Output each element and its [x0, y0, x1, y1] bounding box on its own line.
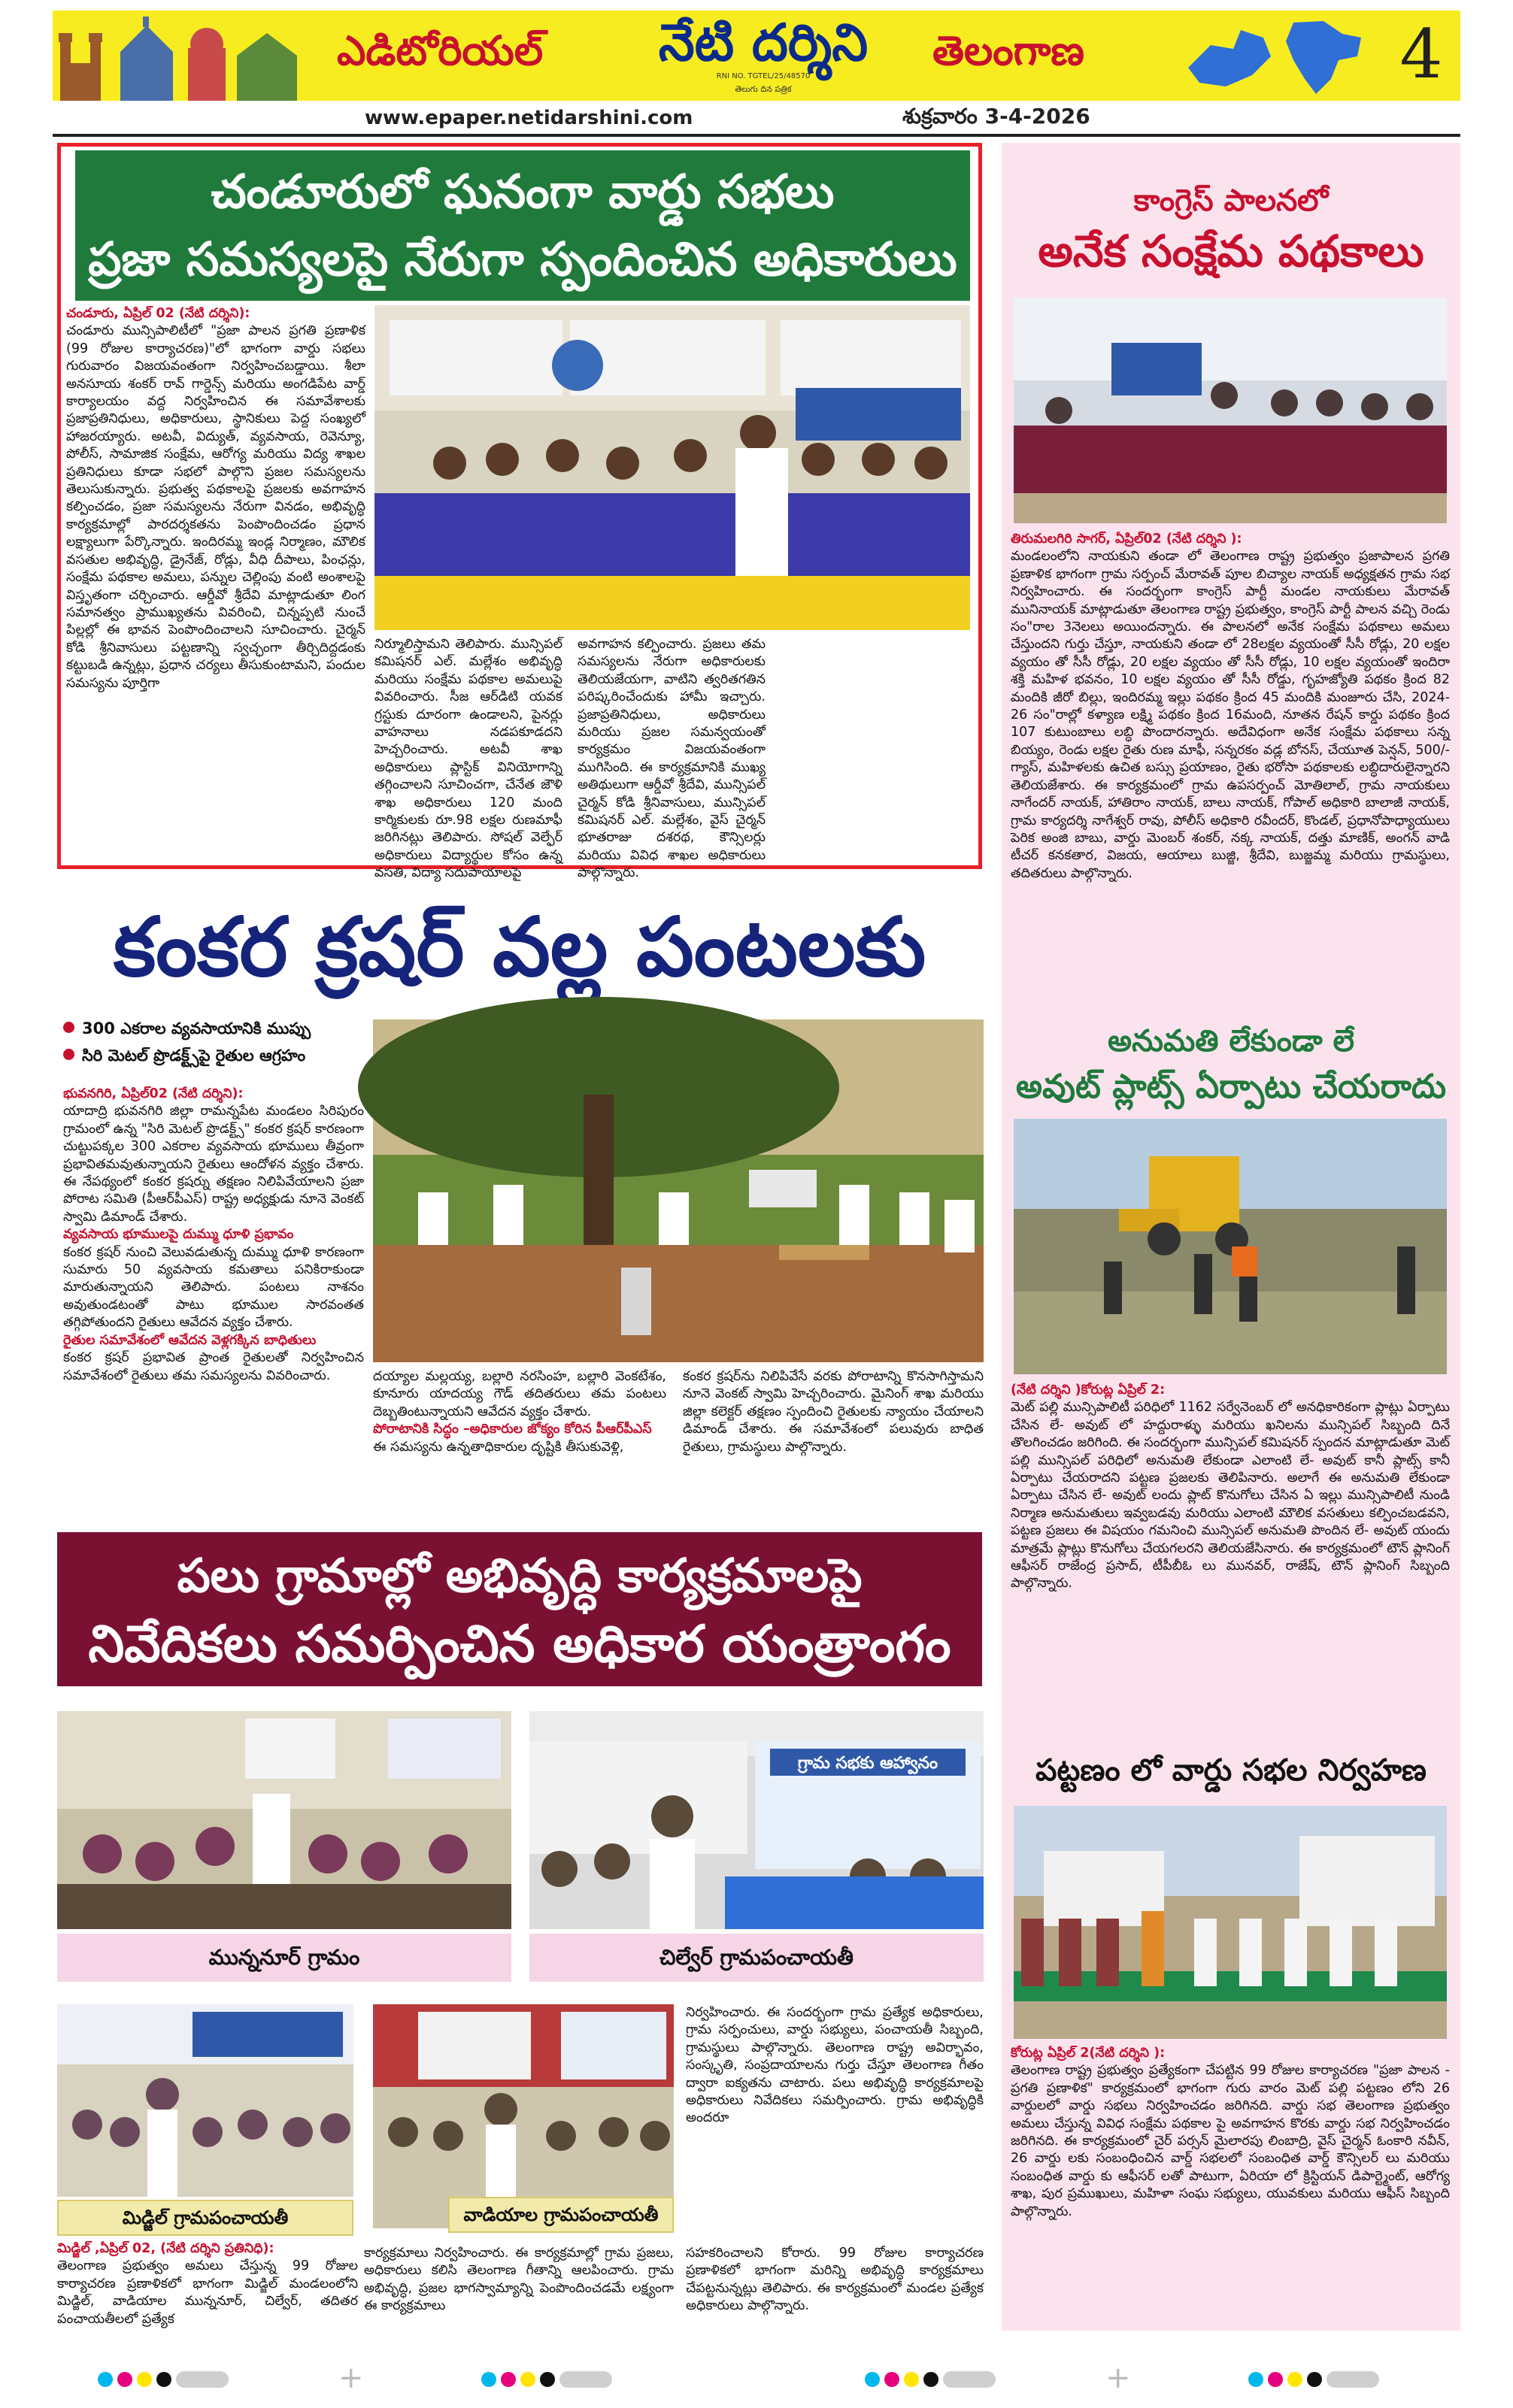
india-map-icon	[1181, 15, 1376, 98]
crop-mark-1: +	[338, 2361, 364, 2395]
story-d-body-column	[1011, 531, 1450, 1000]
story-e-body: మెట్ పల్లి మున్సిపాలిటీ ప‌రిధిలో 1162 సర్వేనెంబర్ లో అనధికారికంగా ప్లాట్లు ఏర్పాటు చేసిన లే- అవుట్ లో హద్దురాళ్ళు మరియు ఖనిలను మున్సిపల్ సిబ్బంది దినే తొలగించడం జరిగింది. ఈ సందర్భంగా మున్సిపల్ కమిషనర్ స్పందన మాట్లాడుతూ మెట్ పల్లి మున్సిపల్ పరిధిలో అనుమతి లేకుండా ఎలాంటి లే- అవుట్ కానీ ప్లాట్స్ కానీ ఏర్పాటు చేయరాదని పట్టణ ప్రజలకు తెలిపినారు. అలాగే ఈ అనుమతి లేకుండా ఏర్పాటు చేసిన లే- అవుట్ లందు ప్లాట్ కొనుగోలు చేసిన ఏ ఇల్లు మున్సిపాలిటీ నుండి నిర్మాణ అనుమతులు ఇవ్వబడవు మరియు ఎలాంటి మౌలిక వసతులు కల్పించబడవని, పట్టణ ప్రజలు ఈ విషయం గమనించి మున్సిపల్ అనుమతి పొందిన లే- అవుట్ యందు మాత్రమే ప్లాట్లు కొనుగోలు చేయగలరని తెలియజేసినారు. ఈ కార్యక్రమంలో టౌన్ ప్లానింగ్ ఆఫీసర్ రాజేంద్ర ప్రసాద్, టీపీబీఓ లు మునవర్, రాజేష్, టౌన్ ప్లానింగ్ సిబ్బంది పాల్గొన్నారు.	[1011, 1400, 1450, 1592]
story-b-bullet-2: సిరి మెటల్ ప్రొడక్ట్స్‌పై రైతుల ఆగ్రహం	[63, 1046, 305, 1069]
story-b-column-3: కంకర క్రషర్‌ను నిలిపివేసే వరకు పోరాటాన్ని కొనసాగిస్తామని నూనె వెంకట్ స్వామి హెచ్చరించారు. మైనింగ్ శాఖ మరియు జిల్లా కలెక్టర్ తక్షణం స్పందించి రైతులకు న్యాయం చేయాలని డిమాండ్ చేశారు. ఈ సమావేశంలో పలువురు బాధిత రైతులు, గ్రామస్థులు పాల్గొన్నారు.	[683, 1369, 984, 1455]
heritage-skyline-graphic	[53, 11, 301, 101]
story-e-headline[interactable]	[1008, 1019, 1454, 1111]
paper-name: నేటి దర్శిని	[658, 14, 869, 73]
story-d-body: మండలంలోని నాయకుని తండా లో తెలంగాణ రాష్ట్ర ప్రభుత్వం ప్రజాపాలన ప్రగతి ప్రణాళిక భాగంగా గ్రామ సర్పంచ్ మేరావత్ పూల బిచ్యాల నాయక్ అధ్యక్షతన గ్రామ సభ నిర్వహించారు. ఈ సందర్భంగా కాంగ్రెస్ పార్టీ మండల నాయకులు మేరావత్ మునినాయక్ మాట్లాడుతూ తెలంగాణ రాష్ట్ర ప్రభుత్వం, కాంగ్రెస్ పార్టీ పాలన వచ్చి రెండు సం"రాల 3నెలలు అయిందన్నారు. ఈ పాలనలో అనేక సంక్షేమ పథకాలు అమలు చేస్తుందని గుర్తు చేస్తూ, నాయకుని తండా లో 28లక్షల వ్యయంతో సీసీ రోడ్లు, 20 లక్షల వ్యయం తో సీసీ రోడ్లు, 20 లక్షల వ్యయం తో సీసీ రోడ్లు, 10 లక్షల వ్యయంతో ఇందిరా శక్తి మహిళ భవనం, 10 లక్షల వ్యయం తో సీసీ రోడ్డు, గృహజ్యోతి పథకం క్రింద 82 మందికి జీరో బిల్లు, ఇందిరమ్మ ఇల్లు పథకం క్రింద 45 మందికి మంజూరు చేసి, 2024-26 సం"రాల్లో కళ్యాణ లక్ష్మి పథకం క్రింద 16మంది, నూతన రేషన్ కార్డు పథకం క్రింద 107 కుటుంబాలు లబ్ధి పొందారన్నారు. అదేవిధంగా అనేక సంక్షేమ పథకాలు సన్న బియ్యం, రెండు లక్షల రైతు రుణ మాఫీ, సన్నరకం వడ్ల బోనస్, చేయూత పెన్షన్, 500/-గ్యాస్, మహిళలకు ఉచిత బస్సు ప్రయాణం, రైతు భరోసా పథకాలకు లబ్ధిదారులైన్నారని తెలియజేశారు. ఈ కార్యక్రమంలో గ్రామ ఉపసర్పంచ్ మోతిలాల్, గ్రామ నాయకులు నాగేందర్ నాయక్, హాతిరాం నాయక్, బాలు నాయక్, గోపాల్ అధికారి బాలాజీ నాయక్, గ్రామ కార్యదర్శి నాగేశ్వర్ రావు, పోలీస్ అధికారి రవీందర్, కొండల్, ప్రధానోపాధ్యాయులు పెరిక అంజి బాబు, వార్డు మెంబర్ శంకర్, నక్క నాయక్, దత్తు మాణిక్, అంగన్ వాడి టీచర్ కనకతార, విజయ, ఆయాలు బుజ్జి, శ్రీదేవి, బుజ్జమ్మ మరియు గ్రామస్థులు, తదితరులు పాల్గొన్నారు.	[1011, 549, 1450, 881]
header-divider	[53, 134, 1460, 137]
story-c-column-3b: సహకరించాలని కోరారు. 99 రోజుల కార్యాచరణ ప్రణాళికలో భాగంగా మరిన్ని అభివృద్ధి కార్యక్రమాలు చేపట్టనున్నట్లు తెలిపారు. ఈ కార్యక్రమంలో మండల ప్రత్యేక అధికారులు పాల్గొన్నారు.	[686, 2246, 984, 2314]
story-a-dateline: చండూరు, ఏప్రిల్ 02 (నేటి దర్శిని):	[66, 306, 250, 321]
crop-mark-2: +	[1105, 2361, 1131, 2395]
story-f-body: తెలంగాణ రాష్ట్ర ప్రభుత్వం ప్రత్యేకంగా చేపట్టిన 99 రోజుల కార్యాచరణ "ప్రజా పాలన - ప్రగతి ప్రణాళిక" కార్యక్రమంలో భాగంగా గురు వారం మెట్ పల్లి పట్టణం లోని 26 వార్డులలో వార్డు సభలు నిర్వహించడం జరిగినది. వార్డు సభ తెలంగాణ ప్రభుత్వం అమలు చేస్తున్న వివిధ సంక్షేమ పథకాల పై అవగాహన కొరకు వార్డు సభ నిర్వహించడం జరిగినది. ఈ కార్యక్రమంలో చైర్ పర్సన్ మైలారపు లింబాద్రి, వైస్ చైర్మన్ ఓంకారి నవీన్, 26 వార్డు లకు సంబంధించిన వార్డ్ సభలలో సంబంధిత వార్డ్ కౌన్సిలర్ లు మరియు సంబంధిత వార్డు కు ఆఫీసర్ లతో పాటుగా, ఏరియా లో క్రిస్టియన్ డిపార్ట్మెంట్, ఆరోగ్య శాఖ, పుర ప్రముఖులు, మహిళా సంఘ సభ్యులు, యువకులు మరియు ఆఫీస్ సిబ్బంది పాల్గొన్నారు.	[1011, 2063, 1450, 2219]
epaper-url[interactable]: www.epaper.netidarshini.com	[365, 107, 693, 129]
story-d-headline-line1: కాంగ్రెస్ పాలనలో	[1133, 183, 1329, 218]
story-f-photo[interactable]	[1014, 1806, 1447, 2039]
story-d-photo[interactable]	[1014, 298, 1447, 523]
story-d-headline-line2: అనేక సంక్షేమ పథకాలు	[1038, 226, 1424, 277]
story-c-headline-line1: పలు గ్రామాల్లో అభివృద్ధి కార్యక్రమాలపై	[177, 1548, 863, 1603]
story-c-headline[interactable]	[57, 1532, 982, 1686]
story-c-photo-chilver[interactable]	[529, 1711, 984, 1929]
section-label-editorial: ఎడిటోరియల్	[337, 27, 544, 74]
story-b-bullet-1: 300 ఎకరాల వ్యవసాయానికి ముప్పు	[63, 1019, 311, 1042]
story-c-body-1: తెలంగాణ ప్రభుత్వం అమలు చేస్తున్న 99 రోజుల కార్యాచరణ ప్రణాళికలో భాగంగా మిడ్జిల్ మండలంలోని మిడ్జిల్, వాడియాల మున్ననూర్, చిల్వేర్, తదితర పంచాయతీలలో ప్రత్యేక	[57, 2258, 358, 2327]
story-a-column-2: నిర్మూలిస్తామని తెలిపారు. మున్సిపల్ కమిషనర్ ఎల్. మల్లేశం అభివృద్ధి మరియు సంక్షేమ పథకాల అమలుపై వివరించారు. సీజ ఆర్‌డిటి యవక గ్రస్టుకు దూరంగా ఉండాలని, పైనర్లు వాహనాలు నడపకూడదని హెచ్చరించారు. అటవీ శాఖ అధికారులు ప్లాస్టిక్ వినియోగాన్ని తగ్గించాలని సూచించగా, చేనేత జౌళి శాఖ అధికారులు 120 మంది కార్మికులకు రూ.98 లక్షల రుణమాఫీ జరిగినట్లు తెలిపారు. సోషల్ వెల్ఫేర్ అధికారులు విద్యార్థుల కోసం ఉన్న వసతి, విద్యా సదుపాయాలపై	[374, 637, 562, 881]
caption-chilver: చిల్వేర్ గ్రామపంచాయతీ	[529, 1934, 984, 1982]
story-a-body-1: చండూరు మున్సిపాలిటీలో "ప్రజా పాలన ప్రగతి ప్రణాళిక (99 రోజుల కార్యాచరణ)"లో భాగంగా వార్డు సభలు గురువారం విజయవంతంగా నిర్వహించబడ్డాయి. శీలా అనసూయ శంకర్ రావ్ గార్డెన్స్ మరియు అంగడిపేట వార్డ్ కార్యాలయం వద్ద నిర్వహించిన ఈ సమావేశాలకు ప్రజాప్రతినిధులు, అధికారులు, స్థానికులు పెద్ద సంఖ్యలో హాజరయ్యారు. అటవీ, విద్యుత్, వ్యవసాయ, రెవెన్యూ, పోలీస్, సామాజిక సంక్షేమ, ఆరోగ్య మరియు విద్య శాఖల ప్రతినిధులు కూడా సభలో పాల్గొని ప్రజల సమస్యలను తెలుసుకున్నారు. ప్రభుత్వ పథకాలపై ప్రజలకు అవగాహన కల్పించడం, ప్రజా సమస్యలను నేరుగా వినడం, అభివృద్ధి కార్యక్రమాల్లో పారదర్శకతను పెంపొందించడం ప్రధాన లక్ష్యాలుగా పేర్కొన్నారు. ఇందిరమ్మ ఇండ్ల నిర్మాణం, మౌలిక వసతుల అభివృద్ధి, డ్రైనేజ్, రోడ్లు, వీధి దీపాలు, పింఛన్లు, సంక్షేమ పథకాల అమలు, పన్నుల చెల్లింపు వంటి అంశాలపై విస్తృతంగా చర్చించారు. ఆర్డీవో శ్రీదేవి మాట్లాడుతూ లింగ సమానత్వం ప్రాముఖ్యతను వివరించి, చిన్నప్పటి నుంచే పిల్లల్లో ఈ భావన పెంపొందించాలని సూచించారు. చైర్మన్ కోడి శ్రీనివాసులు పట్టణాన్ని స్వచ్ఛంగా తీర్చిదిద్దడంకు కట్టుబడి ఉన్నట్లు, ప్రధాన చర్యలు తీసుకుంటామని, పందుల సమస్యను పూర్తిగా	[66, 323, 365, 691]
story-c-column-3a: నిర్వహించారు. ఈ సందర్భంగా గ్రామ ప్రత్యేక అధికారులు, గ్రామ సర్పంచులు, వార్డు సభ్యులు, పంచాయతీ సిబ్బంది, గ్రామస్థులు పాల్గొన్నారు. తెలంగాణ రాష్ట్ర అవిర్భావం, సంస్కృతి, సంప్రదాయాలను గుర్తు చేస్తూ తెలంగాణ గీతం ద్వారా ఐక్యతను చాటారు. పలు అభివృద్ధి కార్యక్రమాలపై అధికారులు నివేదికలు సమర్పించారు. గ్రామ అభివృద్ధికి అందరూ	[686, 2005, 984, 2126]
story-b-photo[interactable]	[373, 1019, 984, 1362]
story-a-column-3: అవగాహన కల్పించారు. ప్రజలు తమ సమస్యలను నేరుగా అధికారులకు తెలియజేయగా, వాటిని త్వరితగతిన పరిష్కరించేందుకు హామీ ఇచ్చారు. ప్రజాప్రతినిధులు, అధికారులు మరియు ప్రజల సమన్వయంతో కార్యక్రమం విజయవంతంగా ముగిసింది. ఈ కార్యక్రమానికి ముఖ్య అతిథులుగా ఆర్డీవో శ్రీదేవి, మున్సిపల్ చైర్మన్ కోడి శ్రీనివాసులు, మున్సిపల్ కమిషనర్ ఎల్. మల్లేశం, వైస్ చైర్మన్ భూతరాజు దశరథ, కౌన్సిలర్లు మరియు వివిధ శాఖల అధికారులు పాల్గొన్నారు.	[578, 637, 766, 881]
story-c-photo-munnanoor[interactable]	[57, 1711, 511, 1929]
story-b-column-2	[373, 1368, 666, 1519]
color-registration-marks-4	[1248, 2368, 1379, 2391]
story-b-para-2: కంకర క్రషర్ నుంచి వెలువడుతున్న దుమ్ము ధూళి కారణంగా సుమారు 50 వ్యవసాయ కమతాలు పనికిరాకుండా మారుతున్నాయని తెలిపారు. పంటలు నాశనం అవుతుండటంతో పాటు భూముల సారవంతత తగ్గిపోతుందని రైతులు ఆవేదన వ్యక్తం చేశారు.	[63, 1244, 364, 1331]
page-number: 4	[1399, 15, 1443, 94]
bullet-dot-icon	[63, 1049, 74, 1060]
story-e-headline-line2: అవుట్ ప్లాట్స్ ఏర్పాటు చేయరాదు	[1015, 1068, 1447, 1106]
story-b-col2-tail: ఈ సమస్యను ఉన్నతాధికారుల దృష్టికి తీసుకువెళ్లి,	[373, 1439, 624, 1455]
story-b-headline[interactable]: కంకర క్రషర్ వల్ల పంటలకు	[113, 901, 926, 995]
story-d-dateline: తిరుమలగిరి సాగర్, ఏప్రిల్02 (నేటి దర్శిని ):	[1011, 532, 1242, 547]
bullet-dot-icon	[63, 1022, 74, 1033]
caption-midjil: మిడ్జిల్ గ్రామపంచాయతీ	[57, 2200, 353, 2236]
issue-date: శుక్రవారం 3-4-2026	[902, 104, 1090, 129]
section-label-telangana: తెలంగాణ	[932, 27, 1085, 74]
caption-vadiyala: వాడియాల గ్రామపంచాయతీ	[448, 2197, 674, 2233]
caption-munnanoor: మున్ననూర్ గ్రామం	[57, 1934, 511, 1982]
story-a-headline-line1: చండూరులో ఘనంగా వార్డు సభలు	[211, 164, 835, 219]
color-registration-marks-1	[98, 2368, 229, 2391]
story-e-photo[interactable]	[1014, 1119, 1447, 1374]
registration-number: RNI NO. TGTEL/25/48570	[716, 72, 811, 80]
story-c-column-1	[57, 2240, 358, 2331]
story-c-dateline: మిడ్జిల్ ,ఏప్రిల్ 02, (నేటి దర్శిని ప్రతినిధి):	[57, 2241, 274, 2256]
story-a-column-1	[66, 305, 365, 862]
story-b-col2-subhead: పోరాటానికి సిద్ధం –అధికారుల జోక్యం కోరిన పీఆర్‌పీఎస్	[373, 1422, 652, 1437]
story-f-dateline: కోరుట్ల ఏప్రిల్ 2(నేటి దర్శిని ):	[1011, 2046, 1166, 2061]
story-a-headline[interactable]	[75, 150, 970, 301]
story-b-subhead-2: రైతుల సమావేశంలో ఆవేదన వెళ్లగక్కిన బాధితులు	[63, 1332, 317, 1348]
story-c-photo-vadiyala[interactable]	[373, 2004, 674, 2228]
story-b-para-3: కంకర క్రషర్ ప్రభావిత ప్రాంత రైతులతో నిర్వహించిన సమావేశంలో రైతులు తమ సమస్యలను వివరించారు.	[63, 1350, 364, 1383]
color-registration-marks-3	[865, 2368, 996, 2391]
story-b-col2-para: దయ్యాల మల్లయ్య, బల్లారి నరసింహ, బల్లారి వెంకటేశం, కూనూరు యాదయ్య గౌడ్ తదితరులు తమ పంటలు దెబ్బతింటున్నాయని ఆవేదన వ్యక్తం చేశారు.	[373, 1369, 666, 1419]
story-c-headline-line2: నివేదికలు సమర్పించిన అధికార యంత్రాంగం	[88, 1615, 951, 1674]
story-d-headline[interactable]	[1008, 179, 1454, 280]
story-f-headline[interactable]: పట్టణం లో వార్డు సభల నిర్వహణ	[1035, 1753, 1427, 1788]
story-a-photo[interactable]	[374, 305, 970, 630]
paper-tagline: తెలుగు దిన పత్రిక	[735, 84, 792, 94]
story-b-subhead-1: వ్యవసాయ భూములపై దుమ్ము ధూళి ప్రభావం	[63, 1227, 294, 1243]
story-c-photo-midjil[interactable]	[57, 2004, 353, 2197]
color-registration-marks-2	[481, 2368, 612, 2391]
story-e-dateline: (నేటి దర్శిని )కోరుట్ల ఏప్రిల్ 2:	[1011, 1383, 1166, 1398]
story-c-column-2: కార్యక్రమాలు నిర్వహించారు. ఈ కార్యక్రమాల్లో గ్రామ ప్రజలు, అధికారులు కలిసి తెలంగాణ గీతాన్ని ఆలపించారు. గ్రామ అభివృద్ధి, ప్రజల భాగస్వామ్యాన్ని పెంపొందించడమే లక్ష్యంగా ఈ కార్యక్రమాలు	[364, 2246, 674, 2314]
story-b-column-1	[63, 1086, 364, 1519]
story-e-headline-line1: అనుమతి లేకుండా లే	[1108, 1024, 1354, 1059]
story-e-body-column	[1011, 1382, 1450, 1726]
story-a-headline-line2: ప్రజా సమస్యలపై నేరుగా స్పందించిన అధికారులు	[88, 232, 957, 286]
story-b-dateline: భువనగిరి, ఏప్రిల్02 (నేటి దర్శిని):	[63, 1086, 244, 1101]
paper-logo[interactable]	[639, 14, 887, 96]
chilver-banner-text: గ్రామ సభకు ఆహ్వానం	[797, 1754, 938, 1773]
story-b-para-1: యాదాద్రి భువనగిరి జిల్లా రామన్నపేట మండలం సిరిపురం గ్రామంలో ఉన్న "సిరి మెటల్ ప్రొడక్ట్స్" కంకర క్రషర్ కారణంగా చుట్టుపక్కల 300 ఎకరాల వ్యవసాయ భూములు తీవ్రంగా ప్రభావితమవుతున్నాయని రైతులు ఆందోళన వ్యక్తం చేశారు. ఈ నేపథ్యంలో కంకర క్రషర్ను తక్షణం నిలిపివేయాలని ప్రజా పోరాట సమితి (పీఆర్‌పీఎస్) రాష్ట్ర అధ్యక్షుడు నూనె వెంకట్ స్వామి డిమాండ్ చేశారు.	[63, 1104, 364, 1225]
story-f-body-column	[1011, 2045, 1450, 2338]
